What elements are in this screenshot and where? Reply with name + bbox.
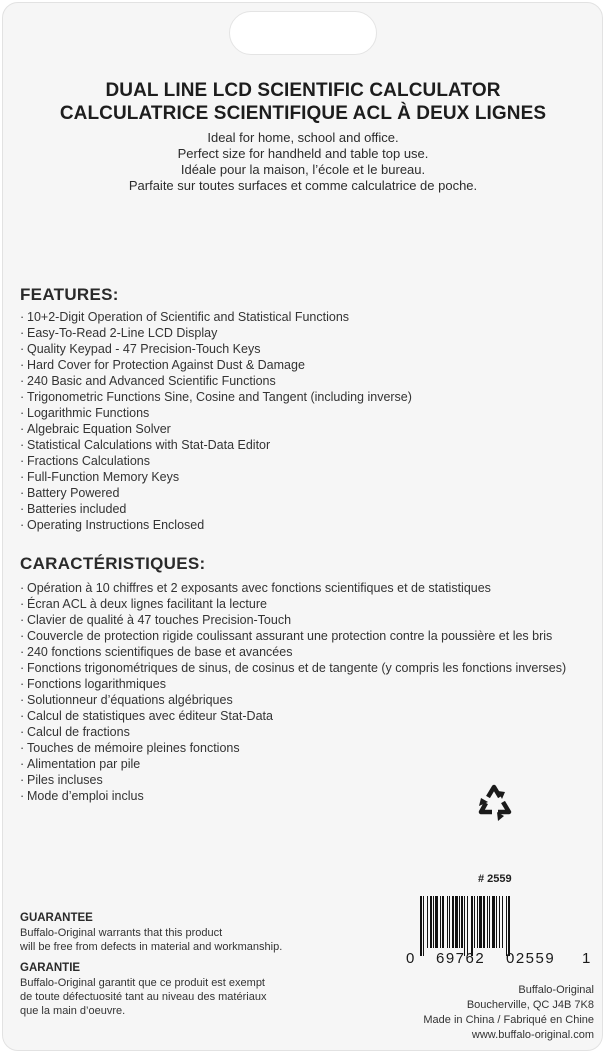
barcode-bar [479, 896, 482, 948]
sku-number: # 2559 [478, 873, 512, 885]
list-item: · Battery Powered [20, 486, 120, 500]
garantie-line: que la main d’oeuvre. [20, 1005, 126, 1017]
features-heading: FEATURES: [20, 285, 119, 304]
list-item: · 240 fonctions scientifiques de base et avancées [20, 645, 293, 659]
list-item: · Fonctions trigonométriques de sinus, de cosinus et de tangente (y compris les fonctions inverses) [20, 661, 567, 675]
barcode-bar [471, 896, 473, 956]
list-item: · Mode d’emploi inclus [20, 789, 144, 803]
barcode-digit-check: 1 [582, 950, 591, 966]
recycle-icon [471, 778, 519, 826]
list-item: · Logarithmic Functions [20, 406, 150, 420]
list-item: · Fractions Calculations [20, 454, 150, 468]
barcode-bar [487, 896, 488, 948]
list-item: · Piles incluses [20, 773, 103, 787]
barcode-bar [420, 896, 422, 956]
company-line: Boucherville, QC J4B 7K8 [466, 999, 594, 1011]
barcode-bar [508, 896, 510, 956]
list-item: · Couvercle de protection rigide coulissant assurant une protection contre la poussière et les bris [20, 629, 553, 643]
list-item: · Clavier de qualité à 47 touches Precision-Touch [20, 613, 292, 627]
garantie-heading: GARANTIE [20, 962, 81, 974]
intro-line: Perfect size for handheld and table top use. [177, 146, 429, 161]
barcode-bar [499, 896, 500, 948]
barcode-bar [435, 896, 438, 948]
barcode-digits-right: 02559 [506, 950, 556, 966]
list-item: · Full-Function Memory Keys [20, 470, 180, 484]
company-line: www.buffalo-original.com [471, 1029, 594, 1041]
guarantee-text [20, 926, 282, 954]
barcode-bar [483, 896, 485, 948]
barcode-bar [506, 896, 507, 956]
list-item: · Alimentation par pile [20, 757, 141, 771]
company-line: Made in China / Fabriqué en Chine [423, 1014, 594, 1026]
barcode-bar [452, 896, 454, 948]
barcode-bar [440, 896, 441, 948]
list-item: · Fonctions logarithmiques [20, 677, 166, 691]
title-french: CALCULATRICE SCIENTIFIQUE ACL À DEUX LIGNES [59, 103, 547, 124]
barcode-digits-left: 69762 [436, 950, 486, 966]
barcode-bar [433, 896, 434, 948]
intro-text [0, 130, 606, 194]
list-item: · Algebraic Equation Solver [20, 422, 171, 436]
garantie-line: Buffalo-Original garantit que ce produit est exempt [20, 977, 265, 989]
barcode-digit-lead: 0 [406, 950, 415, 966]
list-item: · Opération à 10 chiffres et 2 exposants avec fonctions scientifiques et de statistiques [20, 581, 491, 595]
barcode-bar [464, 896, 465, 956]
features-list [20, 309, 412, 533]
barcode-bar [496, 896, 497, 948]
barcode-bar [455, 896, 458, 948]
barcode-bar [430, 896, 432, 948]
garantie-text [20, 976, 266, 1018]
barcode-bar [474, 896, 475, 948]
barcode-bar [447, 896, 448, 948]
caracteristiques-list [20, 580, 566, 804]
list-item: · Écran ACL à deux lignes facilitant la lecture [20, 597, 267, 611]
barcode-bar [477, 896, 478, 948]
barcode-bar [427, 896, 428, 948]
list-item: · Easy-To-Read 2-Line LCD Display [20, 326, 218, 340]
title-english: DUAL LINE LCD SCIENTIFIC CALCULATOR [105, 80, 501, 101]
company-line: Buffalo-Original [518, 984, 594, 996]
list-item: · Calcul de fractions [20, 725, 130, 739]
barcode-bar [492, 896, 495, 948]
list-item: · Hard Cover for Protection Against Dust & Damage [20, 358, 305, 372]
list-item: · 10+2-Digit Operation of Scientific and Statistical Functions [20, 310, 350, 324]
guarantee-line: will be free from defects in material and workmanship. [20, 941, 283, 953]
guarantee-heading: GUARANTEE [20, 912, 93, 924]
list-item: · 240 Basic and Advanced Scientific Functions [20, 374, 276, 388]
list-item: · Batteries included [20, 502, 127, 516]
barcode-bar [489, 896, 490, 948]
hang-hole [229, 11, 377, 55]
guarantee-line: Buffalo-Original warrants that this product [20, 927, 223, 939]
list-item: · Solutionneur d’équations algébriques [20, 693, 233, 707]
barcode-bar [423, 896, 424, 956]
list-item: · Calcul de statistiques avec éditeur Stat-Data [20, 709, 273, 723]
list-item: · Trigonometric Functions Sine, Cosine and Tangent (including inverse) [20, 390, 412, 404]
barcode-bar [459, 896, 460, 948]
list-item: · Quality Keypad - 47 Precision-Touch Keys [20, 342, 261, 356]
barcode-bar [461, 896, 463, 948]
list-item: · Touches de mémoire pleines fonctions [20, 741, 240, 755]
company-info [423, 983, 594, 1043]
intro-line: Idéale pour la maison, l’école et le bureau. [180, 162, 426, 177]
barcode-bar [467, 896, 468, 956]
garantie-line: de toute défectuosité tant au niveau des matériaux [20, 991, 267, 1003]
intro-line: Ideal for home, school and office. [207, 130, 399, 145]
barcode-bars [420, 896, 510, 956]
barcode [400, 894, 596, 966]
intro-line: Parfaite sur toutes surfaces et comme calculatrice de poche. [128, 178, 478, 193]
barcode-bar [442, 896, 444, 948]
barcode-bar [502, 896, 503, 948]
caracteristiques-heading: CARACTÉRISTIQUES: [20, 554, 206, 573]
barcode-bar [449, 896, 450, 948]
list-item: · Statistical Calculations with Stat-Data Editor [20, 438, 271, 452]
list-item: · Operating Instructions Enclosed [20, 518, 205, 532]
